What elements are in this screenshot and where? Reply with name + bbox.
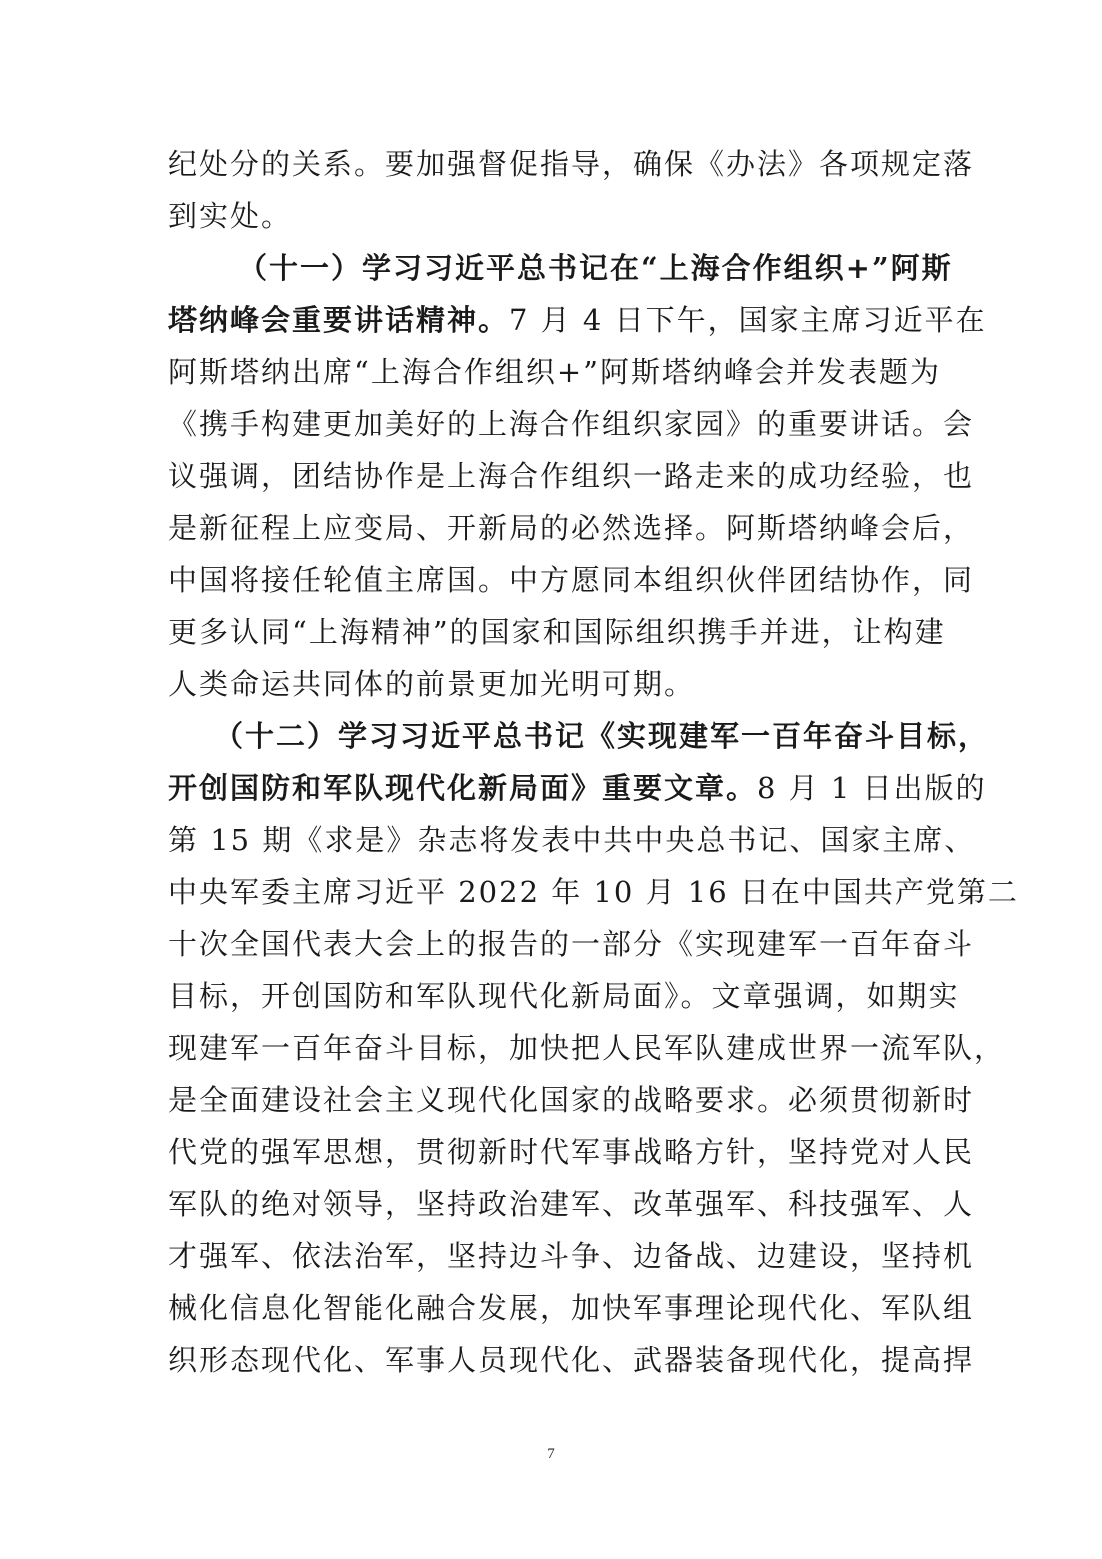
text-segment: 中国将接任轮值主席国。中方愿同本组织伙伴团结协作，同 [168,563,975,597]
text-segment: 8 月 1 日出版的 [757,771,987,805]
text-line [168,242,953,294]
heading-segment: （十一）学习习近平总书记在“上海合作组织+”阿斯 [238,251,953,285]
text-line [168,502,975,554]
text-line [168,398,975,450]
text-segment: 议强调，团结协作是上海合作组织一路走来的成功经验，也 [168,459,975,493]
heading-segment: 开创国防和军队现代化新局面》重要文章。 [168,771,758,805]
text-line [168,190,936,242]
text-line [168,658,936,710]
text-segment: 人类命运共同体的前景更加光明可期。 [168,667,696,701]
text-line [168,346,941,398]
text-line [168,1230,975,1282]
text-segment: 阿斯塔纳出席“上海合作组织+”阿斯塔纳峰会并发表题为 [168,355,941,389]
text-line [168,762,987,814]
text-line [168,606,946,658]
text-line [168,918,975,970]
text-segment: 7 月 4 日下午，国家主席习近平在 [509,303,987,337]
text-line [168,1334,975,1386]
heading-segment: （十二）学习习近平总书记《实现建军一百年奋斗目标， [214,719,990,753]
text-line [168,710,990,762]
text-segment: 才强军、依法治军，坚持边斗争、边备战、边建设，坚持机 [168,1239,975,1273]
text-line [168,1126,975,1178]
page-number: 7 [547,1446,555,1462]
text-segment: 目标，开创国防和军队现代化新局面》。文章强调，如期实 [168,979,960,1013]
text-line [168,138,975,190]
text-line [168,866,1019,918]
text-line [168,554,975,606]
text-segment: 第 15 期《求是》杂志将发表中共中央总书记、国家主席、 [168,823,976,857]
text-segment: 现建军一百年奋斗目标，加快把人民军队建成世界一流军队， [168,1031,1006,1065]
text-segment: 十次全国代表大会上的报告的一部分《实现建军一百年奋斗 [168,927,975,961]
text-line [168,450,975,502]
text-line [168,1022,1006,1074]
text-segment: 是新征程上应变局、开新局的必然选择。阿斯塔纳峰会后， [168,511,975,545]
text-segment: 织形态现代化、军事人员现代化、武器装备现代化，提高捍 [168,1343,975,1377]
text-line [168,1178,975,1230]
text-segment: 更多认同“上海精神”的国家和国际组织携手并进，让构建 [168,615,946,649]
text-segment: 《携手构建更加美好的上海合作组织家园》的重要讲话。会 [168,407,975,441]
body-text [168,138,1019,1386]
text-segment: 代党的强军思想，贯彻新时代军事战略方针，坚持党对人民 [168,1135,975,1169]
text-segment: 军队的绝对领导，坚持政治建军、改革强军、科技强军、人 [168,1187,975,1221]
text-segment: 到实处。 [168,199,293,233]
text-line [168,1074,975,1126]
text-line [168,294,987,346]
text-segment: 是全面建设社会主义现代化国家的战略要求。必须贯彻新时 [168,1083,975,1117]
text-segment: 械化信息化智能化融合发展，加快军事理论现代化、军队组 [168,1291,975,1325]
text-segment: 中央军委主席习近平 2022 年 10 月 16 日在中国共产党第二 [168,875,1019,909]
heading-segment: 塔纳峰会重要讲话精神。 [168,303,510,337]
text-line [168,970,960,1022]
text-line [168,814,976,866]
text-segment: 纪处分的关系。要加强督促指导，确保《办法》各项规定落 [168,147,975,181]
text-line [168,1282,975,1334]
